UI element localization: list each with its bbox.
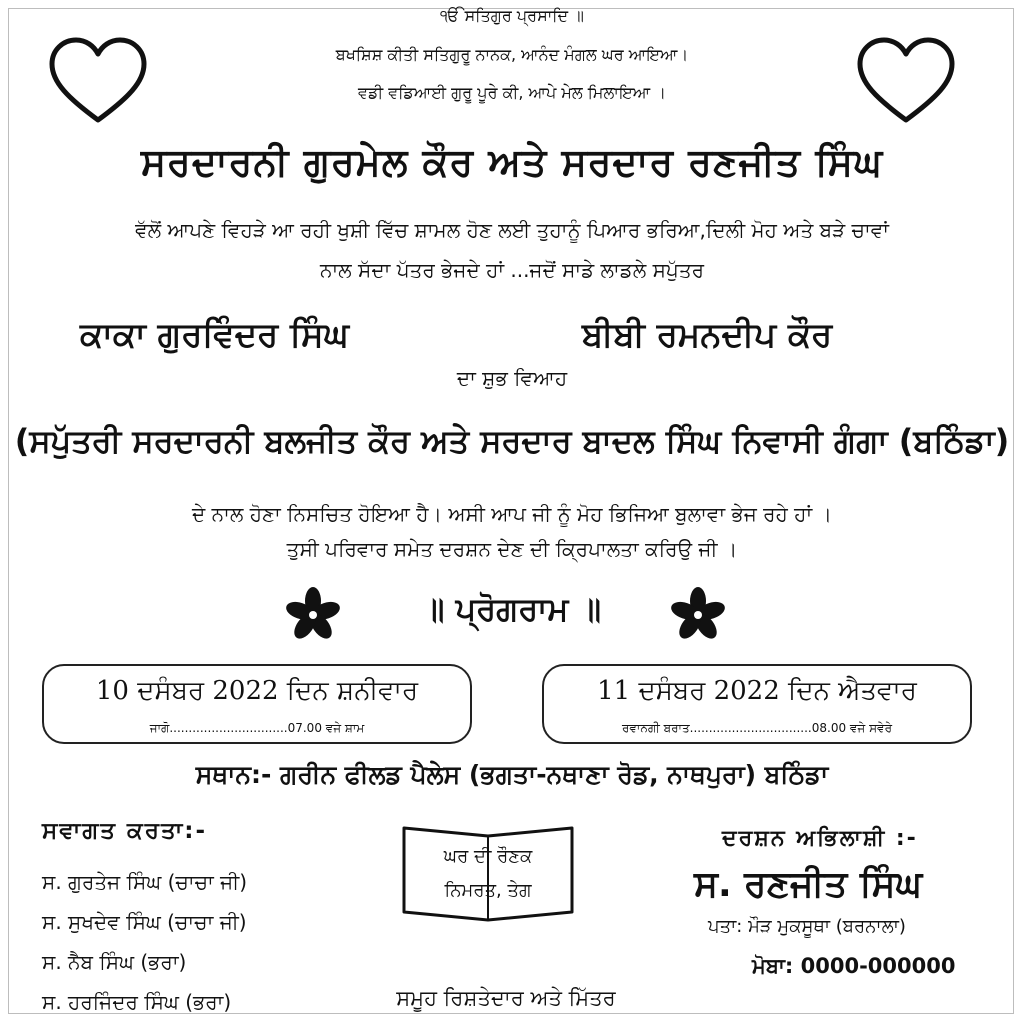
book-line-1: ਘਰ ਦੀ ਰੌਣਕ: [443, 846, 533, 867]
bride-parents-line: (ਸਪੁੱਤਰੀ ਸਰਦਾਰਨੀ ਬਲਜੀਤ ਕੌਰ ਅਤੇ ਸਰਦਾਰ ਬਾਦਲ ਸਿੰਘ ਨਿਵਾਸੀ ਗੰਗਾ (ਬਠਿੰਡਾ): [14, 422, 1010, 460]
intro-line-2: ਨਾਲ ਸੱਦਾ ਪੱਤਰ ਭੇਜਦੇ ਹਾਂ ...ਜਦੋਂ ਸਾਡੇ ਲਾਡਲੇ ਸਪੁੱਤਰ: [319, 258, 705, 282]
darshan-title: ਦਰਸ਼ਨ ਅਭਿਲਾਸ਼ੀ :-: [722, 826, 918, 851]
shubh-viah-text: ਦਾ ਸ਼ੁਭ ਵਿਆਹ: [456, 366, 568, 390]
address-line: ਪਤਾ: ਮੌੜ ਮੁਕਸੂਥਾ (ਬਰਨਾਲਾ): [708, 916, 906, 937]
event-box-baraat: [542, 664, 972, 744]
flower-icon: [668, 585, 728, 645]
program-title: ॥ ਪ੍ਰੋਗਰਾਮ ॥: [422, 590, 602, 628]
event-box-jaago: [42, 664, 472, 744]
welcome-title: ਸਵਾਗਤ ਕਰਤਾ:-: [42, 818, 208, 844]
venue-line: ਸਥਾਨ:- ਗਰੀਨ ਫੀਲਡ ਪੈਲੇਸ (ਭਗਤਾ-ਨਥਾਣਾ ਰੋਡ, ਨਾਥਪੁਰਾ) ਬਠਿੰਡਾ: [195, 760, 829, 789]
decision-line-1: ਦੇ ਨਾਲ ਹੋਣਾ ਨਿਸਚਿਤ ਹੋਇਆ ਹੈ। ਅਸੀ ਆਪ ਜੀ ਨੂੰ ਮੋਹ ਭਿਜਿਆ ਬੁਲਾਵਾ ਭੇਜ ਰਹੇ ਹਾਂ ।: [192, 502, 832, 526]
event-date: 11 ਦਸੰਬਰ 2022 ਦਿਨ ਐਤਵਾਰ: [597, 676, 917, 706]
verse-line-2: ਵਡੀ ਵਡਿਆਈ ਗੁਰੂ ਪੂਰੇ ਕੀ, ਆਪੇ ਮੇਲ ਮਿਲਾਇਆ ।: [357, 83, 667, 102]
groom-name: ਕਾਕਾ ਗੁਰਵਿੰਦਰ ਸਿੰਘ: [80, 315, 349, 355]
darshan-name: ਸ. ਰਣਜੀਤ ਸਿੰਘ: [694, 864, 923, 905]
decision-line-2: ਤੁਸੀ ਪਰਿਵਾਰ ਸਮੇਤ ਦਰਸ਼ਨ ਦੇਣ ਦੀ ਕ੍ਰਿਪਾਲਤਾ ਕਰਿਉ ਜੀ ।: [286, 537, 738, 561]
verse-line-1: ਬਖਸ਼ਿਸ਼ ਕੀਤੀ ਸਤਿਗੁਰੂ ਨਾਨਕ, ਆਨੰਦ ਮੰਗਲ ਘਰ ਆਇਆ।: [335, 45, 689, 64]
welcome-name: ਸ. ਗੁਰਤੇਜ ਸਿੰਘ (ਚਾਚਾ ਜੀ): [42, 870, 248, 894]
mobile-line: ਮੋਬਾ: 0000-000000: [752, 954, 956, 978]
welcome-name: ਸ. ਸੁਖਦੇਵ ਸਿੰਘ (ਚਾਚਾ ਜੀ): [42, 910, 247, 934]
welcome-name: ਸ. ਨੈਬ ਸਿੰਘ (ਭਰਾ): [42, 950, 187, 974]
event-detail: ਰਵਾਨਗੀ ਬਰਾਤ................................08.00 ਵਜੇ ਸਵੇਰੇ: [621, 721, 893, 735]
event-date: 10 ਦਸੰਬਰ 2022 ਦਿਨ ਸ਼ਨੀਵਾਰ: [95, 676, 419, 706]
welcome-name: ਸ. ਹਰਜਿੰਦਰ ਸਿੰਘ (ਭਰਾ): [42, 990, 232, 1014]
bride-name: ਬੀਬੀ ਰਮਨਦੀਪ ਕੌਰ: [582, 315, 833, 355]
open-book-icon: [398, 824, 578, 924]
hosts-title: ਸਰਦਾਰਨੀ ਗੁਰਮੇਲ ਕੌਰ ਅਤੇ ਸਰਦਾਰ ਰਣਜੀਤ ਸਿੰਘ: [140, 140, 884, 184]
relatives-line: ਸਮੂਹ ਰਿਸ਼ਤੇਦਾਰ ਅਤੇ ਮਿੱਤਰ: [396, 986, 616, 1010]
book-line-2: ਨਿਮਰਤ, ਤੇਗ: [444, 880, 532, 901]
intro-line-1: ਵੱਲੋਂ ਆਪਣੇ ਵਿਹੜੇ ਆ ਰਹੀ ਖੁਸ਼ੀ ਵਿੱਚ ਸ਼ਾਮਲ ਹੋਣ ਲਈ ਤੁਹਾਨੂੰ ਪਿਆਰ ਭਰਿਆ,ਦਿਲੀ ਮੋਹ ਅਤੇ ਬੜੇ ਚਾਵਾਂ: [135, 218, 889, 242]
invocation-text: ੴ ਸਤਿਗੁਰ ਪ੍ਰਸਾਦਿ ॥: [440, 6, 584, 25]
event-detail: ਜਾਗੋ...............................07.00 ਵਜੇ ਸ਼ਾਮ: [149, 721, 365, 735]
